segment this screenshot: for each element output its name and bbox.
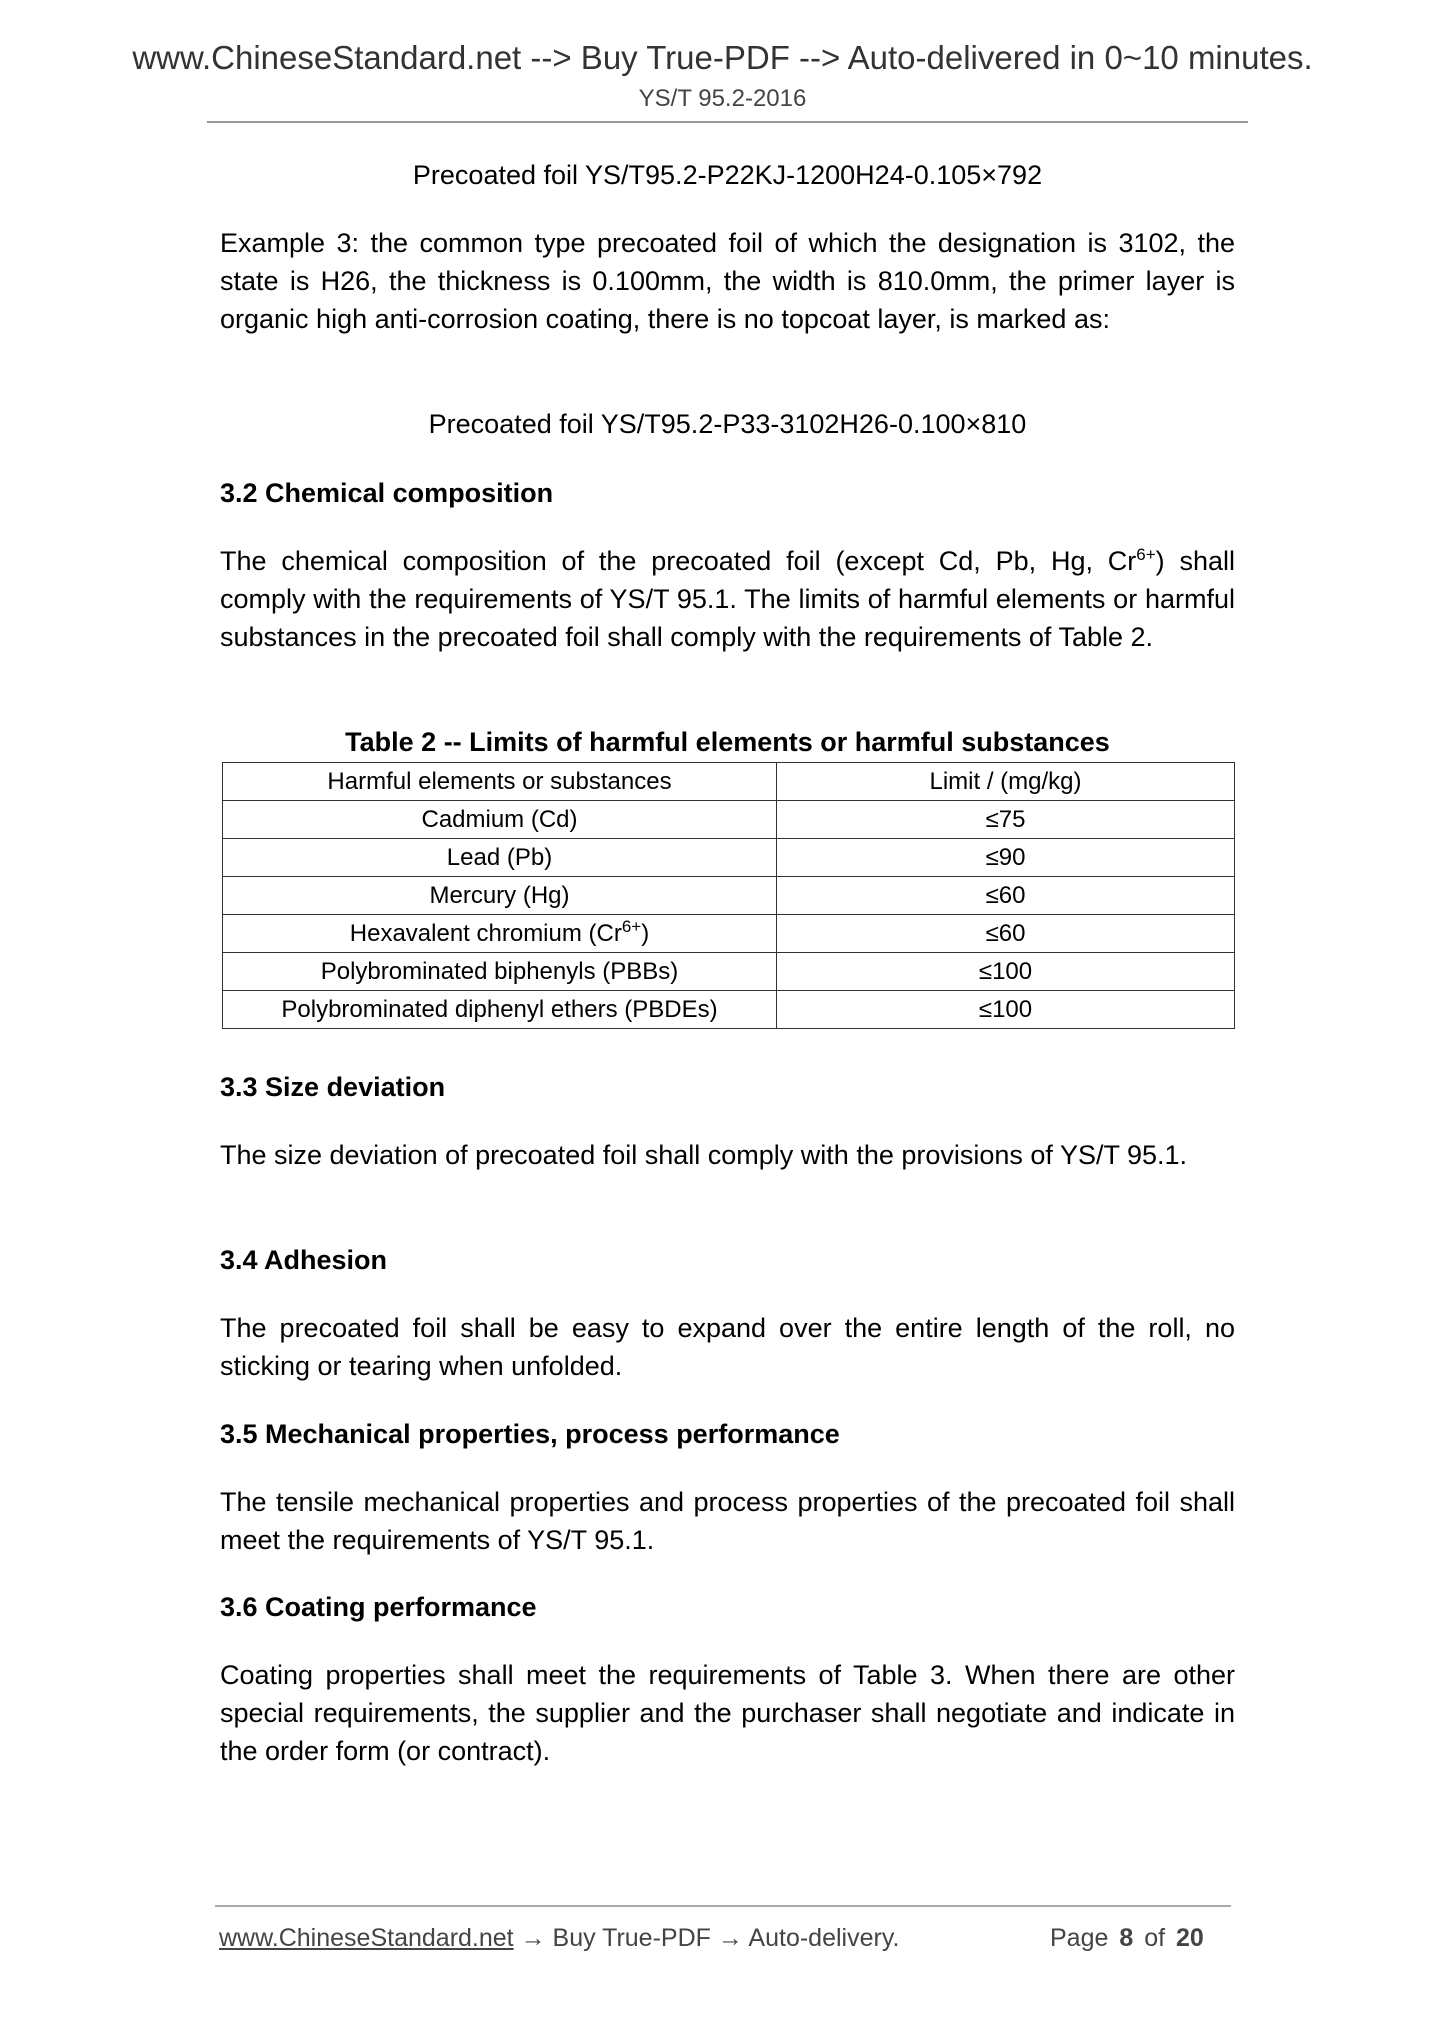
- section-3-4-heading: 3.4 Adhesion: [220, 1245, 388, 1275]
- section-3-5-heading: 3.5 Mechanical properties, process performance: [220, 1419, 840, 1449]
- page-total: 20: [1176, 1924, 1204, 1952]
- limit-cell: ≤100: [777, 953, 1235, 991]
- table-row: [223, 839, 1235, 877]
- table-row: [223, 953, 1235, 991]
- table-row: [223, 991, 1235, 1029]
- footer-buy-text: Buy True-PDF: [552, 1924, 711, 1952]
- arrow-icon: →: [710, 1924, 749, 1952]
- section-3-4-text: The precoated foil shall be easy to expand over the entire length of the roll, no sticking or tearing when unfolded.: [220, 1313, 1235, 1381]
- footer-delivery-text: Auto-delivery.: [748, 1924, 900, 1952]
- arrow-icon: →: [513, 1924, 553, 1952]
- section-3-2-text: The chemical composition of the precoated foil (except Cd, Pb, Hg, $Cr^{6+}$) shall comply with the requirements of YS/T 95.1. The limits of harmful elements or harmful substances in the precoated foil shall comply with the requirements of Table 2.: [220, 545, 1235, 652]
- substance-cell: Mercury (Hg): [223, 877, 777, 915]
- document-code: YS/T 95.2-2016: [638, 85, 807, 112]
- page-label: Page: [1050, 1924, 1109, 1952]
- substance-cell: Hexavalent chromium $(Cr^{6+})$: [223, 915, 777, 953]
- table-header-row: [223, 763, 1235, 801]
- footer-divider: [215, 1905, 1231, 1907]
- section-3-6-text: Coating properties shall meet the requirements of Table 3. When there are other special requirements, the supplier and the purchaser shall negotiate and indicate in the order form (or contract).: [220, 1660, 1235, 1766]
- header-divider: [207, 121, 1248, 123]
- designation-example-3: Precoated foil YS/T95.2-P33-3102H26-0.100×810: [428, 409, 1027, 439]
- table-row: [223, 801, 1235, 839]
- example-3-text: Example 3: the common type precoated foil of which the designation is 3102, the state is H26, the thickness is 0.100mm, the width is 810.0mm, the primer layer is organic high anti-corrosion coating, there is no topcoat layer, is marked as:: [220, 228, 1235, 334]
- limit-cell: ≤60: [777, 915, 1235, 953]
- substance-cell: Polybrominated diphenyl ethers (PBDEs): [223, 991, 777, 1029]
- limit-cell: ≤75: [777, 801, 1235, 839]
- table-row: [223, 915, 1235, 953]
- section-3-6-heading: 3.6 Coating performance: [220, 1592, 537, 1622]
- substance-cell: Cadmium (Cd): [223, 801, 777, 839]
- table-2: [222, 762, 1235, 1029]
- section-3-3-heading: 3.3 Size deviation: [220, 1072, 446, 1102]
- table-row: [223, 877, 1235, 915]
- section-3-5-text: The tensile mechanical properties and process properties of the precoated foil shall meet the requirements of YS/T 95.1.: [220, 1487, 1235, 1555]
- footer-links: [219, 1924, 899, 1953]
- substance-cell: Polybrominated biphenyls (PBBs): [223, 953, 777, 991]
- footer-site-link[interactable]: www.ChineseStandard.net: [219, 1924, 514, 1952]
- page-number: 8: [1119, 1924, 1134, 1952]
- substance-cell: Lead (Pb): [223, 839, 777, 877]
- section-3-2-heading: 3.2 Chemical composition: [220, 478, 554, 508]
- header-cell: Harmful elements or substances: [223, 763, 777, 801]
- page-indicator: [1050, 1924, 1204, 1953]
- header-cell: Limit / (mg/kg): [777, 763, 1235, 801]
- header-banner: www.ChineseStandard.net --> Buy True-PDF --> Auto-delivered in 0~10 minutes.: [132, 39, 1313, 76]
- table-2-caption: Table 2 -- Limits of harmful elements or harmful substances: [345, 727, 1110, 757]
- limit-cell: ≤100: [777, 991, 1235, 1029]
- limit-cell: ≤90: [777, 839, 1235, 877]
- limit-cell: ≤60: [777, 877, 1235, 915]
- designation-example-2: Precoated foil YS/T95.2-P22KJ-1200H24-0.105×792: [412, 160, 1043, 190]
- section-3-3-text: The size deviation of precoated foil shall comply with the provisions of YS/T 95.1.: [220, 1140, 1188, 1170]
- of-label: of: [1144, 1924, 1166, 1952]
